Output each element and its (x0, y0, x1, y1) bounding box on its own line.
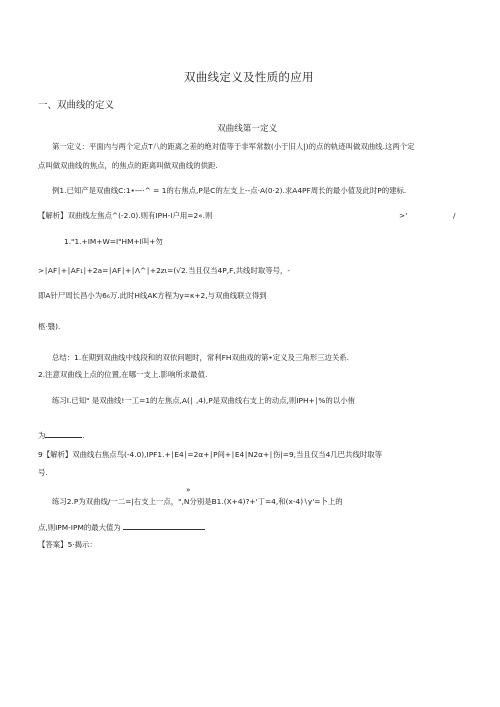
exercise2-problem: 练习2.P为双曲线/一二=|右支上一点，",N分别是B1.(X+4)?+'丁=4,和(x-4)∖y'=卜上的 (52, 497, 343, 506)
stray-mark: » (186, 485, 191, 494)
definition-line-2: 点叫做双曲线的焦点，的焦点的距离叫做双曲线的供距. (38, 161, 218, 170)
analysis-right-mark-1: >' (399, 211, 408, 220)
section-heading: 一、双曲线的定义 (38, 100, 115, 111)
exercise1-solution: 9【解析】双曲线右焦点鸟(-4.0),IPF1.+∣E4∣=2α+∣P间+∣E4∣N2α+∣伤|=9,当且仅当4几巴共线时取等 (38, 450, 383, 459)
exercise1-answer-line (38, 430, 85, 441)
example1-end: 柩·翳). (38, 322, 61, 331)
answer-suffix: . (82, 431, 85, 440)
analysis-label: 【解析】 (38, 211, 68, 220)
document-title: 双曲线定义及性质的应用 (184, 70, 314, 84)
exercise2-line-2 (38, 522, 205, 533)
definition-line-1: 第一定义：平面内与两个定点T八的距离之差的绝对值等于非军常数(小于旧人|)的点的轨迹叫做双曲线.这两个定 (52, 142, 415, 151)
answer-blank (45, 430, 85, 440)
answer-prefix: 为 (38, 431, 46, 440)
analysis-right-mark-2: / (453, 211, 456, 220)
exercise2-line2-text: 点,则IPM-IPM的最大值为 (38, 523, 121, 532)
example1-problem: 例1.已知产是双曲线C:1•—·^ = 1的右焦点,P是C的左支上--点·A(0·2).求A4PF周长的最小值及此时P的建标. (52, 186, 407, 195)
subsection-heading: 双曲线第一定义 (217, 124, 278, 134)
example1-analysis (38, 211, 212, 221)
example1-formula-2: >∣AF∣+∣AF₁∣+2a=∣AF∣+∣Λ^∣+2zι=(√2.当且仅当4P,F,共线时取等号，- (38, 266, 291, 275)
answer-line: 【答案】5·揭示： (38, 540, 97, 549)
example1-formula-1: 1."1.+IM+W=I"HM+I叫+勿 (64, 237, 163, 246)
exercise1-solution-end: 号. (38, 468, 48, 477)
summary-line-1: 总结：1.在期到双曲线中线段和的双依问题时，常利FH双曲戏的第•定义及三角形三边关系. (52, 353, 350, 362)
exercise1-problem: 练习I.已知" 是双曲线!一工=1的左焦点,A(∣ ,4),P是双曲线右支上的动点,则IPH+∣%的以小侑 (52, 396, 355, 405)
analysis-text: 双曲线左焦点^(-2.0).则有IPH-I户用=2«.则 (67, 211, 213, 220)
exercise2-blank (123, 522, 205, 530)
example1-continuation: 即A针尸周长昌小为6₆万.此时H线AK方程为y=κ+2,与双曲线联立得到 (38, 291, 267, 300)
summary-line-2: 2.注意双曲线上点的位置,在哪一支上.影响所求最值. (38, 370, 208, 379)
